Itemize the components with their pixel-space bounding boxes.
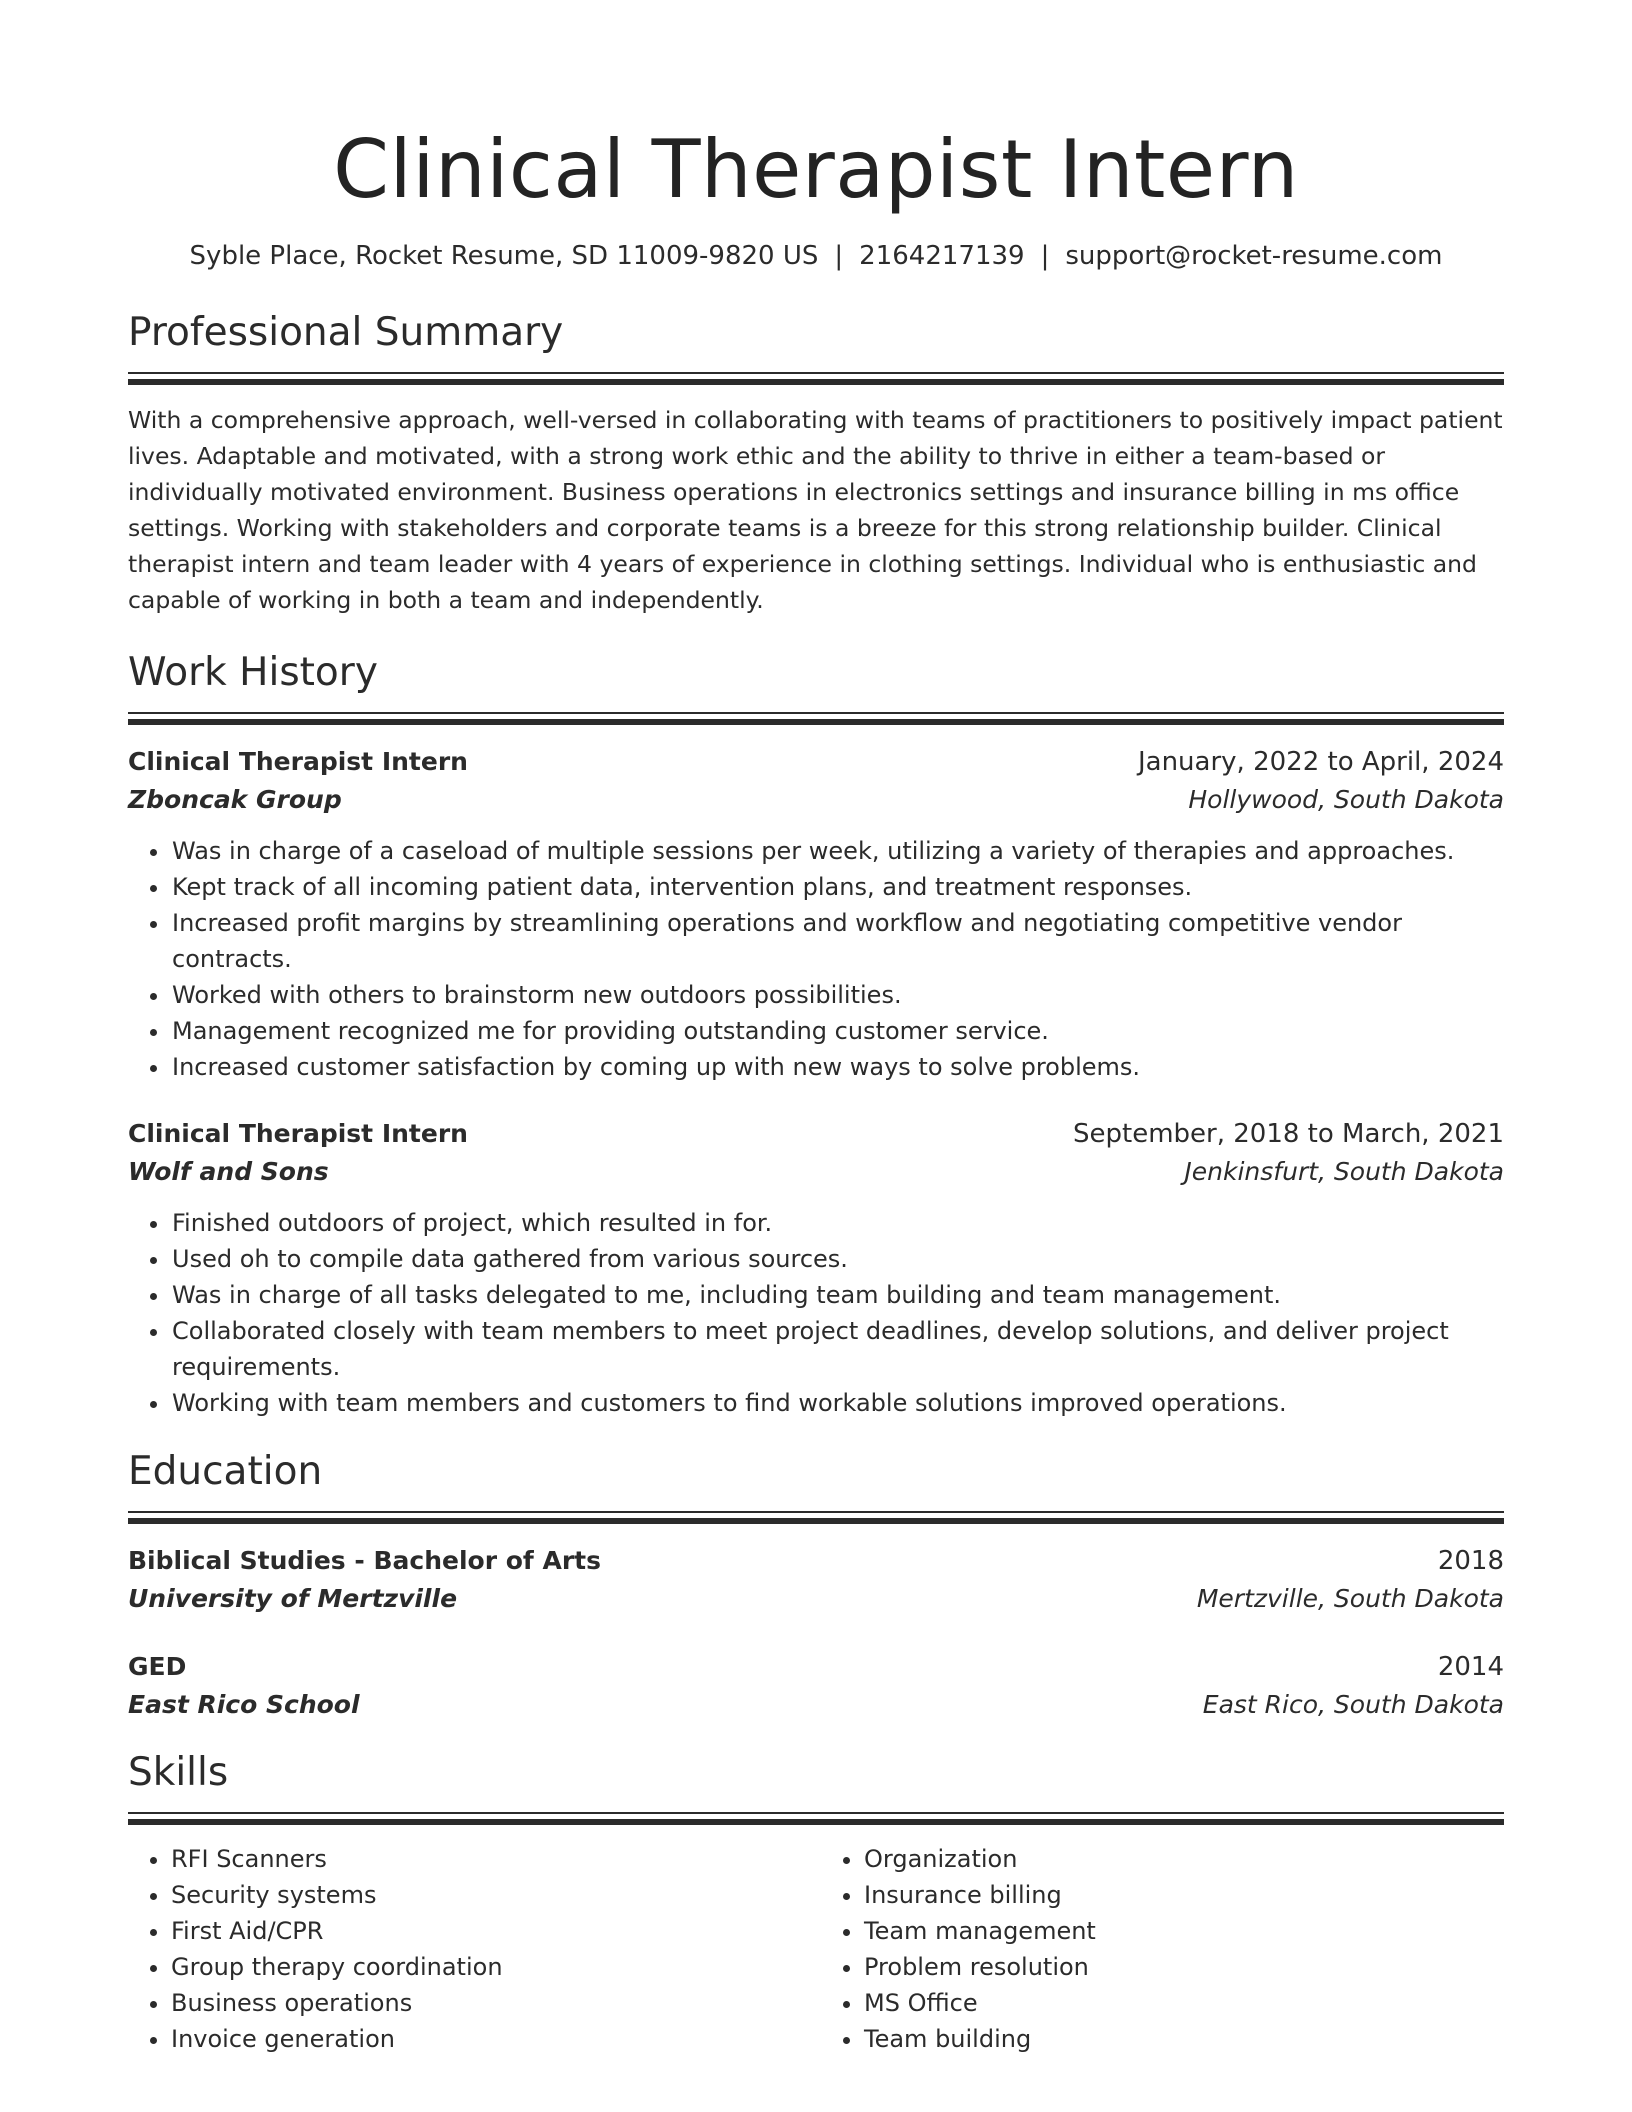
job-location: Jenkinsfurt, South Dakota	[1184, 1157, 1504, 1186]
education-entry	[128, 1542, 1504, 1618]
section-divider	[128, 372, 1504, 385]
skill-item: • Invoice generation	[171, 2021, 816, 2057]
list-item: • Collaborated closely with team members to meet project deadlines, develop solutions, and deliver project requirements.	[171, 1313, 1504, 1385]
education-degree: Biblical Studies - Bachelor of Arts	[128, 1546, 601, 1575]
job-entry	[128, 1115, 1504, 1421]
summary-text: With a comprehensive approach, well-versed in collaborating with teams of practitioners to positively impact patient lives. Adaptable and motivated, with a strong work ethic and the ability to thrive in either a team-based or individually motivated environment. Business operations in electronics settings and insurance billing in ms office settings. Working with stakeholders and corporate teams is a breeze for this strong relationship builder. Clinical therapist intern and team leader with 4 years of experience in clothing settings. Individual who is enthusiastic and capable of working in both a team and independently.	[128, 406, 1503, 614]
job-bullets	[128, 833, 1504, 1085]
skill-item: • Business operations	[171, 1985, 816, 2021]
skill-item: • Team management	[864, 1913, 1504, 1949]
list-item: • Increased profit margins by streamlining operations and workflow and negotiating competitive vendor contracts.	[171, 905, 1504, 977]
skills-column-left	[128, 1841, 816, 2057]
section-divider	[128, 1511, 1504, 1524]
resume-title: Clinical Therapist Intern	[333, 123, 1299, 216]
section-title-skills: Skills	[128, 1750, 229, 1795]
summary-section	[128, 308, 1504, 618]
skills-list	[128, 1841, 1504, 2057]
skill-item: • Organization	[864, 1841, 1504, 1877]
skill-item: • Group therapy coordination	[171, 1949, 816, 1985]
education-location: Mertzville, South Dakota	[1196, 1584, 1504, 1613]
job-entry	[128, 743, 1504, 1085]
job-location: Hollywood, South Dakota	[1188, 785, 1504, 814]
education-degree: GED	[128, 1652, 187, 1681]
work-history-section	[128, 648, 1504, 1421]
list-item: • Increased customer satisfaction by coming up with new ways to solve problems.	[171, 1049, 1504, 1085]
skill-item: • Security systems	[171, 1877, 816, 1913]
skill-item: • RFI Scanners	[171, 1841, 816, 1877]
list-item: • Worked with others to brainstorm new outdoors possibilities.	[171, 977, 1504, 1013]
section-title-summary: Professional Summary	[128, 310, 564, 355]
list-item: • Was in charge of all tasks delegated to me, including team building and team management.	[171, 1277, 1504, 1313]
job-company: Zboncak Group	[128, 785, 342, 814]
list-item: • Working with team members and customers to find workable solutions improved operations.	[171, 1385, 1504, 1421]
job-dates: September, 2018 to March, 2021	[1073, 1119, 1504, 1149]
job-role: Clinical Therapist Intern	[128, 747, 468, 776]
education-school: University of Mertzville	[128, 1584, 458, 1613]
job-role: Clinical Therapist Intern	[128, 1119, 468, 1148]
section-title-education: Education	[128, 1449, 323, 1494]
contact-address: Syble Place, Rocket Resume, SD 11009-9820 US	[189, 241, 819, 271]
skills-column-right	[816, 1841, 1504, 2057]
list-item: • Was in charge of a caseload of multiple sessions per week, utilizing a variety of therapies and approaches.	[171, 833, 1504, 869]
list-item: • Used oh to compile data gathered from various sources.	[171, 1241, 1504, 1277]
section-divider	[128, 712, 1504, 725]
section-title-work-history: Work History	[128, 650, 378, 695]
education-section	[128, 1447, 1504, 1724]
list-item: • Finished outdoors of project, which resulted in for.	[171, 1205, 1504, 1241]
skill-item: • MS Office	[864, 1985, 1504, 2021]
education-year: 2018	[1437, 1546, 1504, 1576]
contact-line	[128, 238, 1504, 274]
contact-separator: |	[1040, 241, 1050, 271]
list-item: • Management recognized me for providing outstanding customer service.	[171, 1013, 1504, 1049]
contact-phone: 2164217139	[859, 241, 1025, 271]
job-dates: January, 2022 to April, 2024	[1137, 747, 1504, 777]
education-school: East Rico School	[128, 1690, 360, 1719]
skill-item: • Problem resolution	[864, 1949, 1504, 1985]
education-year: 2014	[1437, 1652, 1504, 1682]
job-bullets	[128, 1205, 1504, 1421]
contact-email: support@rocket-resume.com	[1065, 241, 1443, 271]
education-location: East Rico, South Dakota	[1202, 1690, 1504, 1719]
section-divider	[128, 1812, 1504, 1825]
skill-item: • Team building	[864, 2021, 1504, 2057]
job-company: Wolf and Sons	[128, 1157, 329, 1186]
contact-separator: |	[834, 241, 844, 271]
skill-item: • First Aid/CPR	[171, 1913, 816, 1949]
skills-section	[128, 1748, 1504, 2057]
education-entry	[128, 1648, 1504, 1724]
list-item: • Kept track of all incoming patient data, intervention plans, and treatment responses.	[171, 869, 1504, 905]
skill-item: • Insurance billing	[864, 1877, 1504, 1913]
